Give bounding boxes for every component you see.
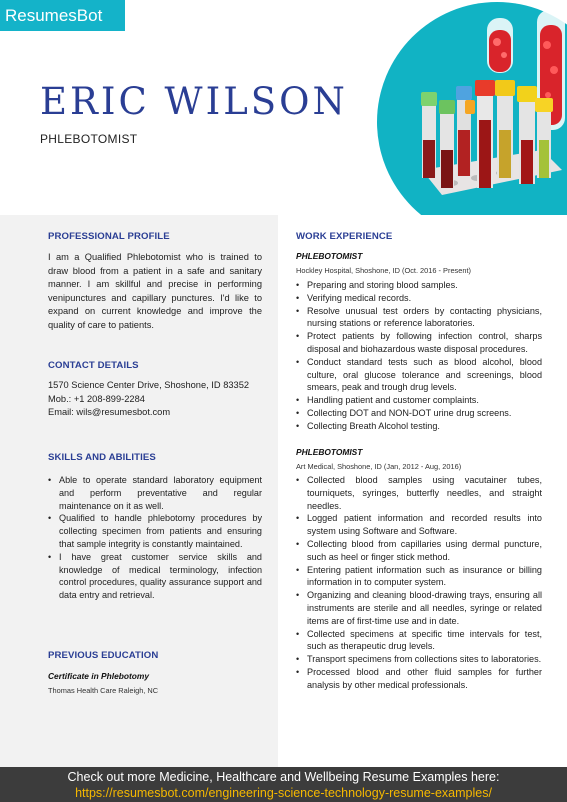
list-item: • Protect patients by following infection control, sharps disposal and biohazardous waste disposal procedures. xyxy=(296,330,542,356)
list-item: • Resolve unusual test orders by contacting physicians, nursing stations or reference laboratories. xyxy=(296,305,542,331)
list-item: • Collected specimens at specific time intervals for test, such as therapeutic drug levels. xyxy=(296,628,542,654)
education-school: Thomas Health Care Raleigh, NC xyxy=(48,686,159,695)
job-company: Hockley Hospital, Shoshone, ID (Oct. 2016 - Present) xyxy=(296,266,471,275)
list-item: • Processed blood and other fluid samples for further analysis by other medical professionals. xyxy=(296,666,542,692)
blood-tubes-illustration xyxy=(337,0,567,215)
contact-phone: Mob.: +1 208-899-2284 xyxy=(48,393,145,404)
list-item: • Verifying medical records. xyxy=(296,292,542,305)
list-item: • Qualified to handle phlebotomy procedures by collecting specimen from patients and ensuring that sample integrity is constantly maintained. xyxy=(48,512,262,550)
contact-email[interactable]: Email: wils@resumesbot.com xyxy=(48,407,171,417)
contact-address: 1570 Science Center Drive, Shoshone, ID 83352 xyxy=(48,380,250,390)
list-item: • Collecting DOT and NON-DOT urine drug screens. xyxy=(296,407,542,420)
list-item: • Entering patient information such as insurance or billing information in to computer system. xyxy=(296,564,542,590)
list-item: • Transport specimens from collections sites to laboratories. xyxy=(296,653,542,666)
contact-block xyxy=(48,379,249,420)
footer-link[interactable]: https://resumesbot.com/engineering-science-technology-resume-examples/ xyxy=(75,786,492,800)
footer-text: Check out more Medicine, Healthcare and Wellbeing Resume Examples here: xyxy=(67,770,500,784)
list-item: • Organizing and cleaning blood-drawing trays, ensuring all instruments are sterile and all needles, syringe or related items are of first-time use and in date. xyxy=(296,589,542,627)
list-item: • Conduct standard tests such as blood alcohol, blood culture, oral glucose tolerance and screenings, blood smears, peak and trough drug levels. xyxy=(296,356,542,394)
hero-image xyxy=(337,0,567,215)
skills-list xyxy=(48,474,262,602)
list-item: • Preparing and storing blood samples. xyxy=(296,279,542,292)
candidate-name: ERIC WILSON xyxy=(40,80,348,123)
job-title: PHLEBOTOMIST xyxy=(296,251,363,261)
profile-text: I am a Qualified Phlebotomist who is trained to draw blood from a patient in a safe and sanitary manner. I am skillful and precise in performing venipunctures and capillary punctures. I'd like to expand on current knowledge and improve the quality of care to patients. xyxy=(48,252,262,330)
job-company: Art Medical, Shoshone, ID (Jan, 2012 - Aug, 2016) xyxy=(296,462,462,471)
job-duties-list xyxy=(296,279,542,433)
brand-logo[interactable]: ResumesBot xyxy=(0,0,125,31)
work-heading: WORK EXPERIENCE xyxy=(296,231,393,242)
list-item: • Collecting Breath Alcohol testing. xyxy=(296,420,542,433)
education-heading: PREVIOUS EDUCATION xyxy=(48,650,159,661)
sample-tubes xyxy=(421,80,553,188)
job-duties-list xyxy=(296,474,542,692)
list-item: • Collected blood samples using vacutainer tubes, tourniquets, syringes, butterfly needles, and straight needles. xyxy=(296,474,542,512)
skills-heading: SKILLS AND ABILITIES xyxy=(48,452,156,463)
candidate-title: PHLEBOTOMIST xyxy=(40,132,138,146)
job-title: PHLEBOTOMIST xyxy=(296,447,363,457)
list-item: • Able to operate standard laboratory equipment and perform preventative and regular maintenance on it as well. xyxy=(48,474,262,512)
list-item: • I have great customer service skills and knowledge of medical terminology, infection control procedures, quality assurance support and data entry and retrieval. xyxy=(48,551,262,602)
profile-heading: PROFESSIONAL PROFILE xyxy=(48,231,170,242)
contact-heading: CONTACT DETAILS xyxy=(48,360,139,371)
list-item: • Handling patient and customer complaints. xyxy=(296,394,542,407)
list-item: • Logged patient information and recorded results into system using Software and Software. xyxy=(296,512,542,538)
footer-banner xyxy=(0,767,567,802)
list-item: • Collecting blood from capillaries using dermal puncture, such as heel or finger stick method. xyxy=(296,538,542,564)
education-title: Certificate in Phlebotomy xyxy=(48,671,149,681)
